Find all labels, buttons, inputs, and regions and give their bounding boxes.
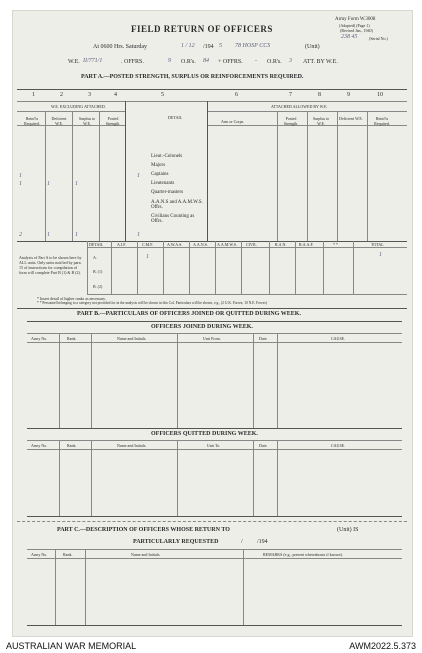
analysis-row-a: A.: [93, 255, 97, 260]
rank-aans: A.A.N.S and A.A.M.W.S. Offrs.: [151, 200, 203, 210]
archive-ref: AWM2022.5.373: [349, 641, 416, 651]
archive-name: AUSTRALIAN WAR MEMORIAL: [6, 641, 137, 651]
col-num-8: 8: [318, 92, 321, 98]
col-num-2: 2: [60, 92, 63, 98]
right-col-deficient: Deficient W.E.: [339, 116, 363, 121]
quitted-col-date: Date.: [259, 443, 268, 448]
offrs-handwritten: 9: [168, 58, 171, 64]
plus-offrs-label: + OFFRS.: [218, 59, 243, 65]
footnote-1: * Insert detail of higher ranks as necessary.: [37, 296, 106, 301]
part-b-title: PART B.—PARTICULARS OF OFFICERS JOINED OR QUITTED DURING WEEK.: [77, 311, 301, 317]
left-col-reinf: Reinf'ts Required.: [24, 116, 40, 126]
offrs-label: . OFFRS.: [121, 59, 144, 65]
right-col-surplus: Surplus to W.E.: [312, 116, 330, 126]
col-num-9: 9: [347, 92, 350, 98]
form-ref-line1: Army Form W.3008: [335, 17, 376, 22]
rank-lieutenants: Lieutenants: [151, 181, 175, 186]
joined-col-date: Date.: [259, 336, 268, 341]
col-num-1: 1: [32, 92, 35, 98]
we-handwritten: II/771/1: [83, 58, 103, 64]
part-c-requested: PARTICULARLY REQUESTED: [133, 539, 219, 545]
part-c-col-remarks: REMARKS (e.g., present whereabouts if known).: [263, 552, 343, 557]
analysis-col-detail: DETAIL: [89, 242, 104, 247]
form-ref-line3: (Revised Jan., 1940): [340, 28, 373, 33]
hw-row2-c4: 1: [137, 173, 140, 179]
joined-col-unitfrom: Unit From.: [203, 336, 221, 341]
analysis-note: Analysis of Part A to be shown here by ALL units. Only units notified by para. 15 of instructions for compilation of form will complete Part B (1) & B (2).: [19, 255, 82, 275]
analysis-col-aif: A.I.F.: [117, 242, 127, 247]
hw-row3-c2: 1: [47, 232, 50, 238]
form-ref-line2: (Adapted) (Page 1): [339, 23, 370, 28]
col-num-6: 6: [235, 92, 238, 98]
part-c-year: /194: [257, 539, 268, 545]
quitted-col-unitto: Unit To.: [207, 443, 221, 448]
rank-lt-colonels: Lieut.-Colonels: [151, 154, 183, 159]
right-col-reinf: Reinf'ts Required.: [374, 116, 390, 126]
hw-row3-c1: 2: [19, 232, 22, 238]
analysis-row-b2: B. (2): [93, 284, 103, 289]
hw-row3-c4: 1: [137, 232, 140, 238]
quitted-col-name: Name and Initials.: [117, 443, 147, 448]
we-label: W.E.: [68, 59, 80, 65]
part-c-date-blank: /: [241, 539, 243, 545]
serial-label: (Serial No.): [369, 36, 388, 41]
archive-caption-bar: [0, 640, 422, 653]
hw-row1-c1: 1: [19, 173, 22, 179]
analysis-col-aamws: A.A.M.W.S.: [217, 242, 237, 247]
analysis-col-ran: R.A.N.: [275, 242, 287, 247]
at-year-handwritten: 5: [219, 43, 222, 49]
ors-handwritten: 84: [203, 58, 209, 64]
analysis-row-b1: B. (1): [93, 269, 103, 274]
serial-handwritten: 238 45: [341, 34, 358, 40]
rank-quartermasters: Quarter-masters: [151, 190, 184, 195]
at-year: /194: [203, 44, 214, 50]
joined-col-cause: CAUSE.: [331, 336, 346, 341]
form-title: FIELD RETURN OF OFFICERS: [131, 24, 273, 34]
ors2-label: O.R's.: [267, 59, 282, 65]
joined-title: OFFICERS JOINED DURING WEEK.: [151, 324, 253, 330]
part-c-unit-is: (Unit) IS: [337, 527, 359, 533]
analysis-col-other: * *: [333, 242, 338, 247]
hw-row2-c2: 1: [47, 181, 50, 187]
attached-allowed: ATTACHED ALLOWED BY W.E.: [271, 104, 328, 109]
col-num-5: 5: [161, 92, 164, 98]
footnote-2: * * Personnel belonging to a category not provided for in the analysis will be shown in this Col. Particulars will be shown, e.g., (2 U.K. Forces; 10 N.E. Forces): [37, 301, 267, 305]
analysis-hw-total: 1: [379, 252, 382, 258]
part-c-col-armyno: Army No.: [31, 552, 48, 557]
att-label: ATT. BY W.E.: [303, 59, 338, 65]
part-c-col-rank: Rank.: [63, 552, 73, 557]
hw-row3-c3: 1: [75, 232, 78, 238]
right-col-posted: Posted Strength.: [283, 116, 299, 126]
hw-row2-c3: 1: [75, 181, 78, 187]
part-c-col-name: Name and Initials.: [131, 552, 161, 557]
ors2-handwritten: 3: [289, 58, 292, 64]
joined-col-rank: Rank.: [67, 336, 77, 341]
analysis-col-awas: A.W.A.S.: [167, 242, 183, 247]
left-col-deficient: Deficient W.E.: [51, 116, 67, 126]
unit-handwritten: 78 HOSP CCS: [235, 43, 271, 49]
part-a-title: PART A.—POSTED STRENGTH, SURPLUS OR REINFORCEMENTS REQUIRED.: [81, 74, 304, 80]
col-num-4: 4: [114, 92, 117, 98]
analysis-col-total: TOTAL: [371, 242, 384, 247]
rank-captains: Captains: [151, 172, 169, 177]
joined-col-name: Name and Initials.: [117, 336, 147, 341]
analysis-hw-aif: 1: [146, 254, 149, 260]
left-col-surplus: Surplus to W.E.: [78, 116, 96, 126]
we-excluding-attached: W.E. EXCLUDING ATTACHED.: [51, 104, 106, 109]
at-date-handwritten: 1 / 12: [181, 43, 195, 49]
rank-majors: Majors: [151, 163, 166, 168]
quitted-col-cause: CAUSE.: [331, 443, 346, 448]
detail-header: DETAIL: [168, 115, 183, 120]
rank-civilians: Civilians Counting as Offrs.: [151, 214, 195, 224]
part-c-title: PART C.—DESCRIPTION OF OFFICERS WHOSE RETURN TO: [57, 527, 230, 533]
quitted-title: OFFICERS QUITTED DURING WEEK.: [151, 431, 258, 437]
left-col-posted: Posted Strength.: [105, 116, 121, 126]
offrs2-handwritten: -: [255, 58, 257, 64]
right-col-arm: Arm or Corps.: [221, 119, 245, 124]
col-num-7: 7: [289, 92, 292, 98]
hw-row2-c1: 1: [19, 181, 22, 187]
analysis-col-cmf: C.M.F.: [142, 242, 154, 247]
form-sheet: [12, 10, 413, 637]
joined-col-armyno: Army No.: [31, 336, 48, 341]
analysis-col-civil: CIVIL: [246, 242, 257, 247]
quitted-col-armyno: Army No.: [31, 443, 48, 448]
ors-label: O.R's.: [181, 59, 196, 65]
analysis-col-aans: A.A.N.S.: [193, 242, 208, 247]
col-num-10: 10: [377, 92, 383, 98]
col-num-3: 3: [88, 92, 91, 98]
quitted-col-rank: Rank.: [67, 443, 77, 448]
at-line-prefix: At 0600 Hrs. Saturday: [93, 44, 147, 50]
analysis-col-raaf: R.A.A.F.: [299, 242, 314, 247]
unit-label: (Unit): [305, 44, 320, 50]
